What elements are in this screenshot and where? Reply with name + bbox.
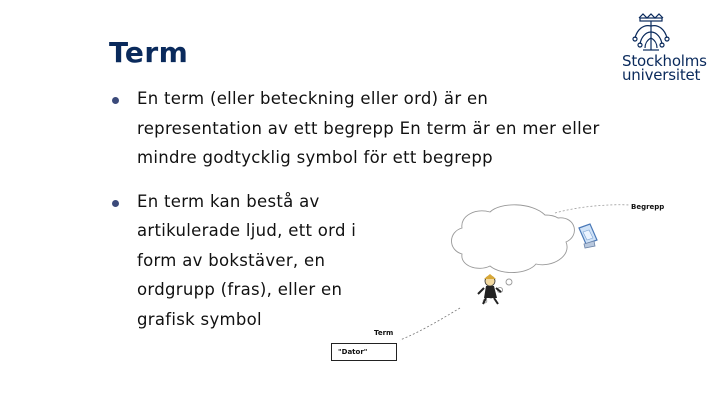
bullet-2-dot: [112, 200, 119, 207]
term-value-box: "Dator": [331, 343, 397, 361]
term-label: Term: [374, 329, 394, 337]
logo-text-line1: Stockholms: [622, 52, 707, 70]
bullet-1-line-2: representation av ett begrepp En term är en mer eller: [137, 119, 600, 138]
bullet-1-line-3: mindre godtycklig symbol för ett begrepp: [137, 148, 493, 167]
bullet-2-line-4: ordgrupp (fras), eller en: [137, 280, 343, 299]
computer-icon: [579, 224, 597, 248]
bullet-1-line-1: En term (eller beteckning eller ord) är en: [137, 89, 489, 108]
logo-text-line2: universitet: [622, 66, 701, 84]
bullet-2-line-2: artikulerade ljud, ett ord i: [137, 221, 357, 240]
slide-title: Term: [109, 36, 189, 69]
bullet-1-dot: [112, 97, 119, 104]
bullet-2-line-3: form av bokstäver, en: [137, 251, 326, 270]
thought-cloud-icon: [452, 205, 575, 303]
thinking-person-icon: [478, 274, 501, 304]
bullet-2-line-5: grafisk symbol: [137, 310, 262, 329]
concept-label: Begrepp: [631, 203, 665, 211]
bullet-2-line-1: En term kan bestå av: [137, 192, 320, 211]
